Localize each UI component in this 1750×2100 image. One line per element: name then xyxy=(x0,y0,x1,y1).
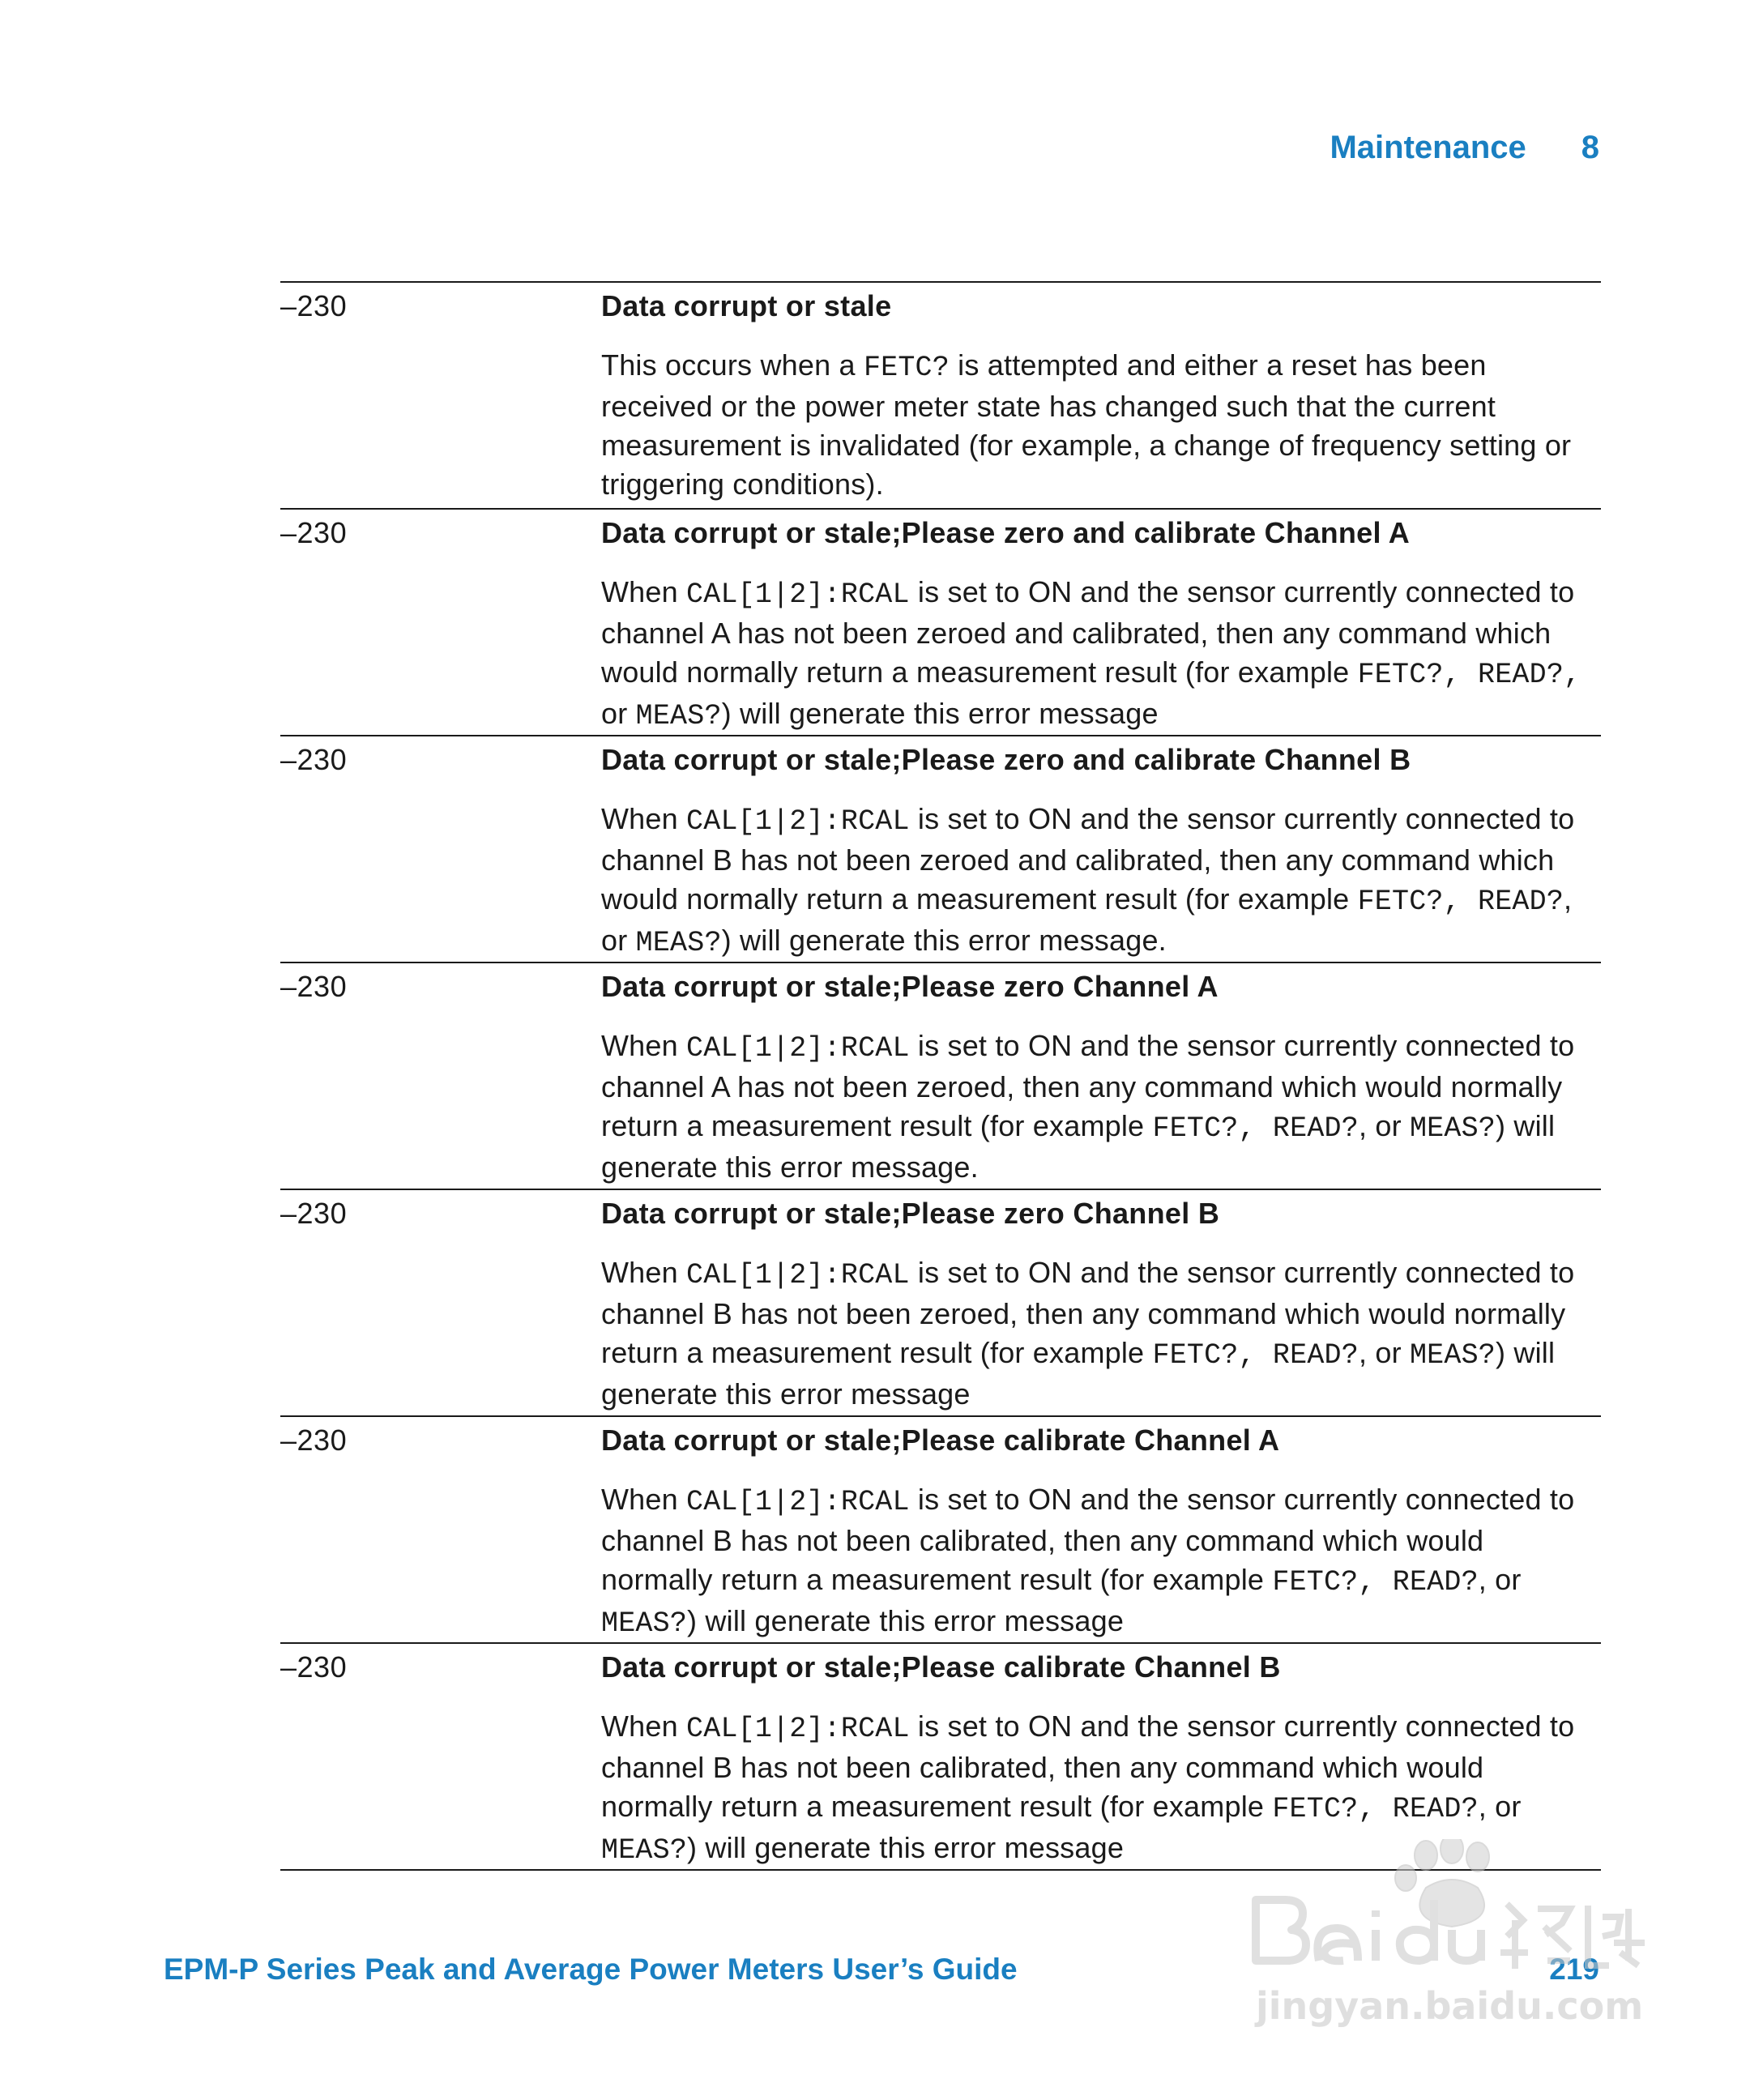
description-text: or xyxy=(601,697,636,730)
description-text: When xyxy=(601,1256,687,1289)
error-code: –230 xyxy=(280,289,348,322)
error-description xyxy=(601,346,1598,504)
description-text: is set to ON and the sensor currently connected to channel B has not been zeroed and calibrated, then any command which would normally return a measurement result (for example xyxy=(601,802,1575,916)
command-code: MEAS? xyxy=(635,927,722,959)
command-code: FETC?, READ? xyxy=(1152,1339,1359,1372)
description-text: When xyxy=(601,1709,687,1743)
description-text: is set to ON and the sensor currently connected to channel B has not been zeroed, then any command which would normally return a measurement result (for example xyxy=(601,1256,1575,1369)
description-text: is set to ON and the sensor currently connected to channel B has not been calibrated, then any command which would normally return a measurement result (for example xyxy=(601,1709,1575,1823)
command-code: MEAS? xyxy=(1409,1339,1496,1372)
baidu-watermark xyxy=(1240,1839,1661,2034)
error-row xyxy=(280,736,1601,963)
section-title: Maintenance xyxy=(1330,130,1526,165)
error-title: Data corrupt or stale;Please calibrate Channel B xyxy=(601,1650,1281,1684)
error-code: –230 xyxy=(280,516,348,549)
footer-document-title: EPM-P Series Peak and Average Power Meters User’s Guide xyxy=(164,1953,1018,1986)
error-code: –230 xyxy=(280,1650,348,1684)
description-text: When xyxy=(601,802,687,835)
command-code: MEAS? xyxy=(601,1834,688,1867)
error-title: Data corrupt or stale xyxy=(601,289,892,322)
description-text: , or xyxy=(1478,1563,1522,1596)
description-text: ) will generate this error message xyxy=(601,1336,1556,1411)
error-row xyxy=(280,1417,1601,1644)
description-text: , or xyxy=(1358,1336,1410,1369)
command-code: MEAS? xyxy=(635,700,722,732)
command-code: FETC?, READ? xyxy=(1272,1793,1479,1825)
command-code: CAL[1|2]:RCAL xyxy=(686,578,910,611)
error-title: Data corrupt or stale;Please zero and calibrate Channel A xyxy=(601,516,1411,549)
error-row xyxy=(280,1644,1601,1871)
error-description xyxy=(601,1480,1598,1643)
description-text: ) will generate this error message. xyxy=(601,1109,1556,1184)
description-text: This occurs when a xyxy=(601,348,864,382)
command-code: FETC?, READ? xyxy=(1152,1112,1359,1145)
command-code: CAL[1|2]:RCAL xyxy=(686,805,910,838)
error-row xyxy=(280,283,1601,510)
description-text: is attempted and either a reset has been received or the power meter state has changed such that the current measurement is invalidated (for example, a change of frequency setting or triggering conditions). xyxy=(601,348,1572,501)
description-text: is set to ON and the sensor currently connected to channel A has not been zeroed and calibrated, then any command which would normally return a measurement result (for example xyxy=(601,575,1575,689)
description-text: , or xyxy=(1358,1109,1410,1142)
chapter-number: 8 xyxy=(1581,130,1599,165)
command-code: FETC?, READ? xyxy=(1357,886,1564,918)
error-code: –230 xyxy=(280,1197,348,1230)
error-row xyxy=(280,510,1601,736)
error-code: –230 xyxy=(280,970,348,1003)
error-title: Data corrupt or stale;Please zero Channel A xyxy=(601,970,1219,1003)
command-code: FETC?, READ? xyxy=(1272,1566,1479,1598)
description-text: When xyxy=(601,1029,687,1062)
error-description xyxy=(601,1027,1598,1187)
description-text: When xyxy=(601,1483,687,1516)
error-row xyxy=(280,1190,1601,1417)
page-number: 219 xyxy=(1549,1953,1599,1986)
error-code: –230 xyxy=(280,743,348,776)
command-code: CAL[1|2]:RCAL xyxy=(686,1259,910,1291)
command-code: MEAS? xyxy=(1409,1112,1496,1145)
error-description xyxy=(601,800,1598,962)
command-code: CAL[1|2]:RCAL xyxy=(686,1486,910,1518)
description-text: ) will generate this error message. xyxy=(721,924,1167,957)
error-description xyxy=(601,1253,1598,1414)
error-description xyxy=(601,573,1598,736)
description-text: , or xyxy=(1478,1790,1522,1823)
command-code: FETC? xyxy=(863,352,950,384)
error-title: Data corrupt or stale;Please zero and calibrate Channel B xyxy=(601,743,1411,776)
error-title: Data corrupt or stale;Please zero Channel B xyxy=(601,1197,1220,1230)
description-text: ) will generate this error message xyxy=(721,697,1159,730)
description-text: is set to ON and the sensor currently connected to channel B has not been calibrated, then any command which would normally return a measurement result (for example xyxy=(601,1483,1575,1596)
description-text: , or xyxy=(601,882,1573,957)
error-code: –230 xyxy=(280,1423,348,1457)
description-text: When xyxy=(601,575,687,608)
command-code: CAL[1|2]:RCAL xyxy=(686,1713,910,1745)
command-code: CAL[1|2]:RCAL xyxy=(686,1032,910,1065)
description-text: ) will generate this error message xyxy=(687,1831,1125,1864)
watermark-url-text: jingyan.baidu.com xyxy=(1256,1984,1644,2028)
error-title: Data corrupt or stale;Please calibrate Channel A xyxy=(601,1423,1280,1457)
description-text: ) will generate this error message xyxy=(687,1604,1125,1637)
error-row xyxy=(280,963,1601,1190)
command-code: FETC?, READ?, xyxy=(1357,659,1581,691)
description-text: is set to ON and the sensor currently connected to channel A has not been zeroed, then any command which would normally return a measurement result (for example xyxy=(601,1029,1575,1142)
command-code: MEAS? xyxy=(601,1607,688,1640)
error-table xyxy=(280,281,1601,1871)
running-header xyxy=(1330,130,1599,166)
